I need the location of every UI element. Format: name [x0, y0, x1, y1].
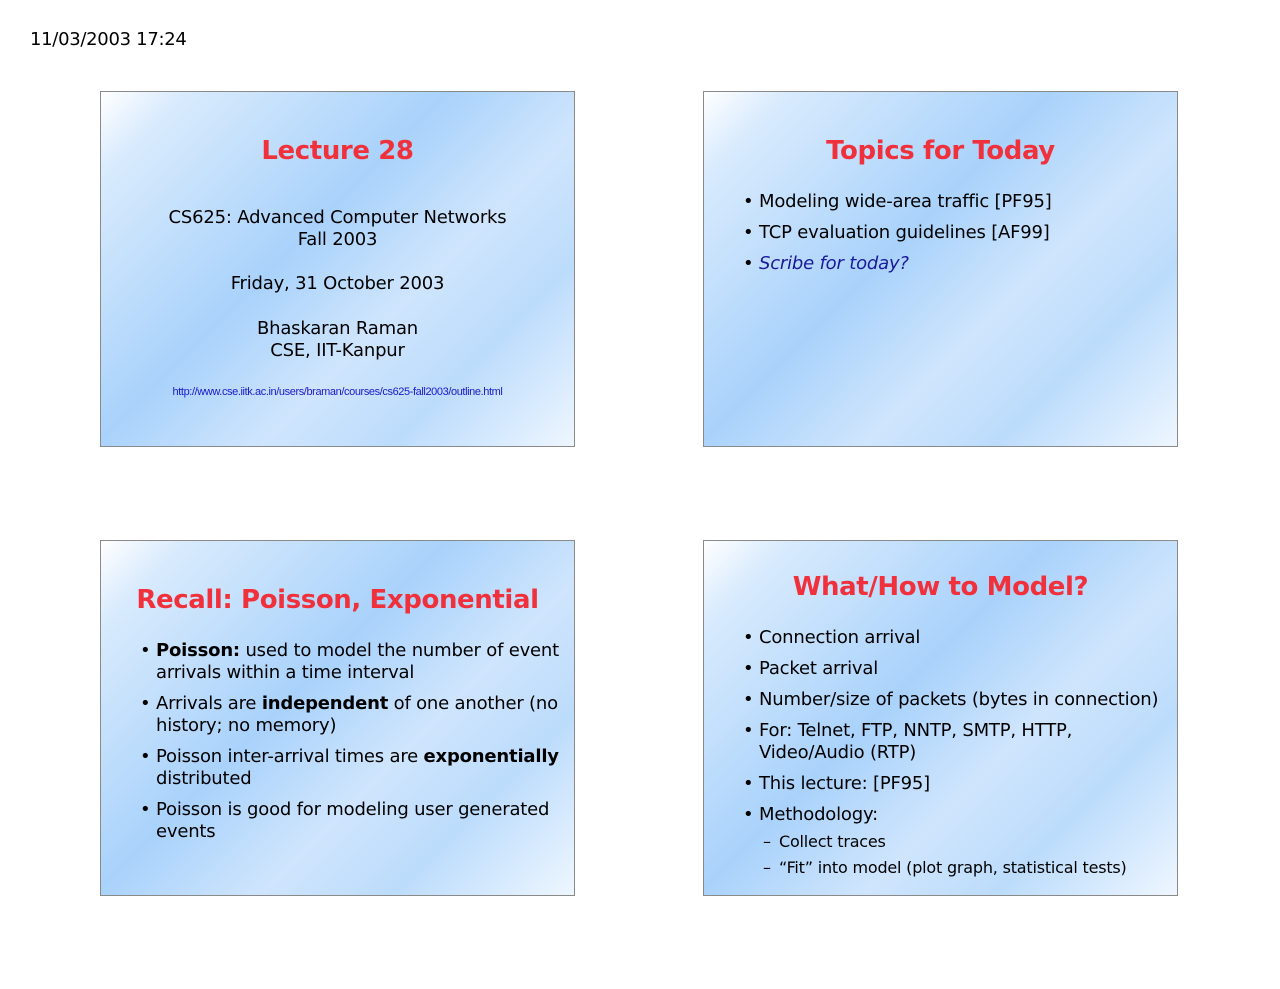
- list-item: • Poisson is good for modeling user generated events: [140, 799, 560, 843]
- lecture-date: Friday, 31 October 2003: [230, 273, 445, 294]
- list-item-text: of one another (no history; no memory): [156, 693, 558, 736]
- sub-list-item: – Collect traces: [759, 832, 1173, 852]
- list-item: [140, 746, 560, 790]
- list-item: [140, 640, 560, 684]
- bold-term: Poisson:: [156, 640, 240, 661]
- bold-term: independent: [261, 693, 389, 714]
- slide-what-how-model: [703, 540, 1178, 896]
- slide-lecture-title: [100, 91, 575, 447]
- sub-list-item: – “Fit” into model (plot graph, statistical tests): [759, 858, 1173, 878]
- model-list: [743, 627, 1173, 878]
- poisson-list: [140, 640, 560, 852]
- course-url-link[interactable]: http://www.cse.iitk.ac.in/users/braman/courses/cs625-fall2003/outline.html: [172, 386, 503, 398]
- slide-title: Topics for Today: [826, 136, 1055, 166]
- course-info: [101, 207, 574, 251]
- author-info: [101, 318, 574, 362]
- list-item: [140, 693, 560, 737]
- list-item-text: Poisson inter-arrival times are: [156, 746, 424, 767]
- author-affiliation: CSE, IIT-Kanpur: [270, 340, 405, 361]
- list-item: • TCP evaluation guidelines [AF99]: [743, 222, 1163, 244]
- methodology-sublist: [759, 832, 1173, 878]
- course-term: Fall 2003: [297, 229, 378, 250]
- list-item: • Scribe for today?: [743, 253, 1163, 275]
- list-item-text: used to model the number of event arrivals within a time interval: [156, 640, 560, 683]
- list-item: [743, 804, 1173, 878]
- list-item: • For: Telnet, FTP, NNTP, SMTP, HTTP, Video/Audio (RTP): [743, 720, 1099, 764]
- slide-title: What/How to Model?: [792, 572, 1089, 602]
- slide-recall-poisson: [100, 540, 575, 896]
- list-item: • This lecture: [PF95]: [743, 773, 1173, 795]
- print-timestamp: 11/03/2003 17:24: [30, 29, 187, 50]
- list-item: • Number/size of packets (bytes in connection): [743, 689, 1173, 711]
- list-item-text: Methodology:: [759, 804, 878, 825]
- slide-title: Recall: Poisson, Exponential: [136, 585, 539, 615]
- list-item: • Modeling wide-area traffic [PF95]: [743, 191, 1163, 213]
- slide-title: Lecture 28: [261, 136, 414, 166]
- slide-topics: [703, 91, 1178, 447]
- bold-term: exponentially: [423, 746, 559, 767]
- list-item: • Connection arrival: [743, 627, 1173, 649]
- course-name: CS625: Advanced Computer Networks: [168, 207, 507, 228]
- list-item-text: distributed: [156, 768, 252, 789]
- list-item: • Packet arrival: [743, 658, 1173, 680]
- author-name: Bhaskaran Raman: [257, 318, 418, 339]
- topics-list: [743, 191, 1163, 284]
- list-item-text: Arrivals are: [156, 693, 262, 714]
